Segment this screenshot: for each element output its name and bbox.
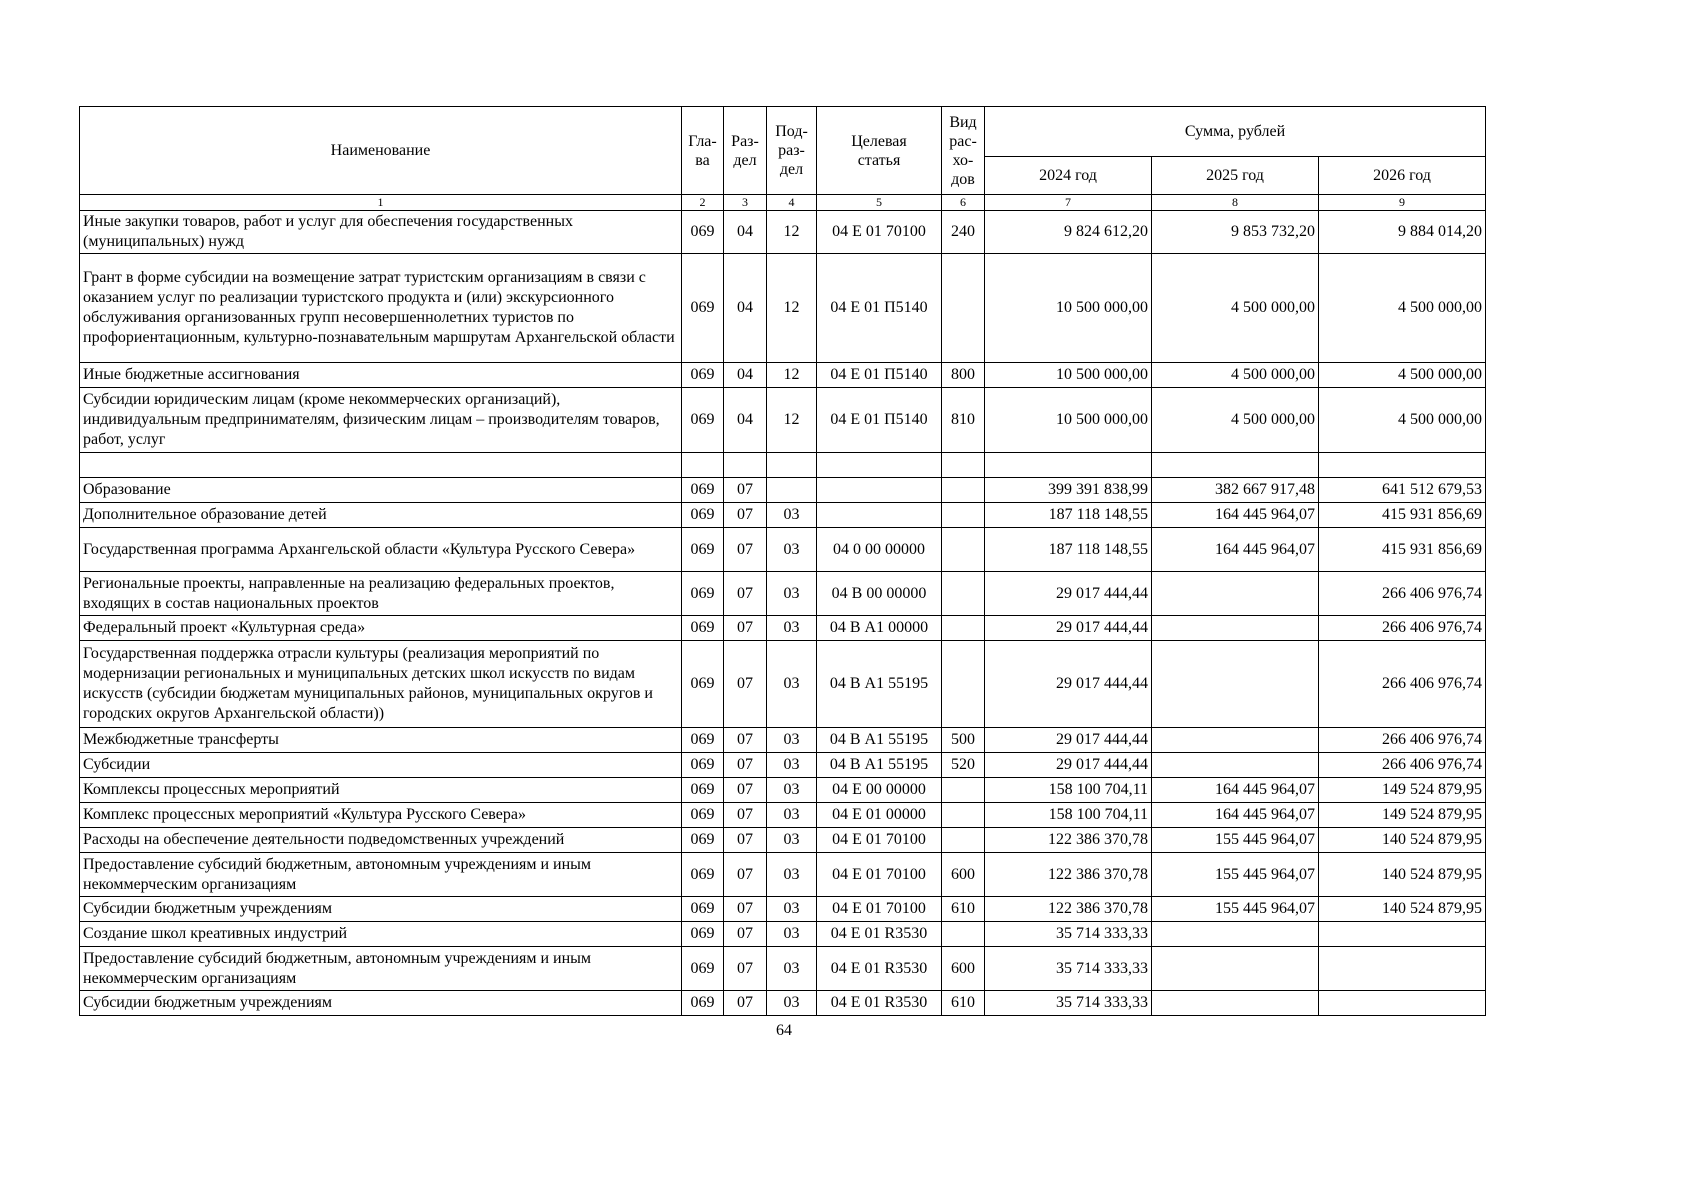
row-expense-type: 610 [942, 991, 985, 1016]
column-number: 2 [682, 195, 724, 211]
column-number: 6 [942, 195, 985, 211]
header-sum: Сумма, рублей [985, 107, 1486, 157]
row-sum-2026 [1319, 922, 1486, 947]
row-section: 04 [724, 211, 767, 254]
row-sum-2026: 140 524 879,95 [1319, 853, 1486, 897]
row-section: 07 [724, 478, 767, 503]
row-sum-2026: 266 406 976,74 [1319, 753, 1486, 778]
row-chapter: 069 [682, 363, 724, 388]
row-sum-2024: 35 714 333,33 [985, 922, 1152, 947]
row-target-article: 04 Е 01 R3530 [817, 991, 942, 1016]
row-chapter: 069 [682, 478, 724, 503]
column-number: 1 [80, 195, 682, 211]
row-subsection: 03 [767, 616, 817, 641]
row-sum-2026: 266 406 976,74 [1319, 616, 1486, 641]
row-section: 07 [724, 897, 767, 922]
row-sum-2024 [985, 453, 1152, 478]
header-year-2026: 2026 год [1319, 157, 1486, 195]
row-sum-2026: 140 524 879,95 [1319, 828, 1486, 853]
row-sum-2026 [1319, 453, 1486, 478]
row-name: Комплексы процессных мероприятий [80, 778, 682, 803]
row-subsection: 03 [767, 528, 817, 572]
row-sum-2025 [1152, 453, 1319, 478]
row-sum-2025 [1152, 753, 1319, 778]
row-chapter: 069 [682, 778, 724, 803]
row-sum-2024: 399 391 838,99 [985, 478, 1152, 503]
row-sum-2024: 29 017 444,44 [985, 641, 1152, 728]
row-sum-2024: 29 017 444,44 [985, 616, 1152, 641]
row-sum-2025: 155 445 964,07 [1152, 897, 1319, 922]
row-chapter: 069 [682, 947, 724, 991]
row-target-article: 04 Е 01 70100 [817, 897, 942, 922]
row-expense-type: 240 [942, 211, 985, 254]
row-expense-type [942, 528, 985, 572]
row-target-article: 04 0 00 00000 [817, 528, 942, 572]
row-sum-2024: 187 118 148,55 [985, 528, 1152, 572]
row-sum-2025 [1152, 991, 1319, 1016]
column-number: 3 [724, 195, 767, 211]
row-name: Расходы на обеспечение деятельности подведомственных учреждений [80, 828, 682, 853]
table-row [80, 254, 1486, 363]
row-sum-2026: 149 524 879,95 [1319, 778, 1486, 803]
row-expense-type: 610 [942, 897, 985, 922]
row-target-article: 04 Е 01 R3530 [817, 947, 942, 991]
row-subsection [767, 478, 817, 503]
row-sum-2024: 122 386 370,78 [985, 897, 1152, 922]
row-sum-2025: 164 445 964,07 [1152, 803, 1319, 828]
row-subsection: 03 [767, 753, 817, 778]
row-chapter: 069 [682, 991, 724, 1016]
row-chapter: 069 [682, 616, 724, 641]
row-chapter: 069 [682, 211, 724, 254]
row-chapter: 069 [682, 641, 724, 728]
table-row [80, 453, 1486, 478]
row-name: Образование [80, 478, 682, 503]
header-year-2025: 2025 год [1152, 157, 1319, 195]
row-sum-2026: 140 524 879,95 [1319, 897, 1486, 922]
row-section: 07 [724, 503, 767, 528]
header-year-2024: 2024 год [985, 157, 1152, 195]
row-section: 07 [724, 828, 767, 853]
row-subsection: 12 [767, 211, 817, 254]
row-sum-2026 [1319, 947, 1486, 991]
table-row [80, 753, 1486, 778]
row-sum-2026: 266 406 976,74 [1319, 572, 1486, 616]
row-sum-2024: 29 017 444,44 [985, 753, 1152, 778]
row-name: Создание школ креативных индустрий [80, 922, 682, 947]
row-chapter [682, 453, 724, 478]
row-target-article: 04 Е 01 П5140 [817, 363, 942, 388]
table-row [80, 211, 1486, 254]
column-number: 7 [985, 195, 1152, 211]
row-sum-2026: 4 500 000,00 [1319, 363, 1486, 388]
row-sum-2026: 9 884 014,20 [1319, 211, 1486, 254]
row-chapter: 069 [682, 572, 724, 616]
table-row [80, 388, 1486, 453]
row-sum-2024: 10 500 000,00 [985, 363, 1152, 388]
row-name: Субсидии юридическим лицам (кроме некоммерческих организаций), индивидуальным предпринимателям, физическим лицам – производителям товаров, работ, услуг [80, 388, 682, 453]
row-target-article: 04 Е 01 00000 [817, 803, 942, 828]
row-subsection: 03 [767, 503, 817, 528]
row-section: 07 [724, 753, 767, 778]
row-section: 07 [724, 641, 767, 728]
header-expense-type: Вид рас- хо- дов [942, 107, 985, 195]
row-expense-type [942, 572, 985, 616]
row-expense-type [942, 616, 985, 641]
row-section: 04 [724, 363, 767, 388]
row-expense-type [942, 641, 985, 728]
column-number: 4 [767, 195, 817, 211]
row-name: Предоставление субсидий бюджетным, автономным учреждениям и иным некоммерческим организациям [80, 853, 682, 897]
row-chapter: 069 [682, 254, 724, 363]
row-section: 07 [724, 803, 767, 828]
row-section: 07 [724, 991, 767, 1016]
row-target-article [817, 503, 942, 528]
row-name: Иные закупки товаров, работ и услуг для обеспечения государственных (муниципальных) нужд [80, 211, 682, 254]
row-chapter: 069 [682, 503, 724, 528]
row-section: 07 [724, 853, 767, 897]
row-sum-2024: 35 714 333,33 [985, 991, 1152, 1016]
row-subsection: 03 [767, 803, 817, 828]
row-subsection: 03 [767, 991, 817, 1016]
header-subsection: Под- раз- дел [767, 107, 817, 195]
row-sum-2025: 4 500 000,00 [1152, 363, 1319, 388]
row-sum-2026: 415 931 856,69 [1319, 503, 1486, 528]
row-name [80, 453, 682, 478]
row-chapter: 069 [682, 853, 724, 897]
row-target-article: 04 Е 00 00000 [817, 778, 942, 803]
row-subsection: 12 [767, 388, 817, 453]
row-sum-2024: 9 824 612,20 [985, 211, 1152, 254]
row-target-article: 04 В А1 55195 [817, 753, 942, 778]
row-expense-type [942, 453, 985, 478]
row-chapter: 069 [682, 922, 724, 947]
row-name: Межбюджетные трансферты [80, 728, 682, 753]
row-sum-2025: 382 667 917,48 [1152, 478, 1319, 503]
table-row [80, 528, 1486, 572]
row-sum-2025: 155 445 964,07 [1152, 853, 1319, 897]
column-number: 8 [1152, 195, 1319, 211]
row-subsection: 12 [767, 363, 817, 388]
row-sum-2025: 164 445 964,07 [1152, 778, 1319, 803]
row-sum-2025: 164 445 964,07 [1152, 503, 1319, 528]
table-body [80, 211, 1486, 1016]
row-sum-2024: 29 017 444,44 [985, 572, 1152, 616]
row-sum-2024: 158 100 704,11 [985, 778, 1152, 803]
header-chapter: Гла- ва [682, 107, 724, 195]
row-name: Субсидии [80, 753, 682, 778]
row-sum-2024: 10 500 000,00 [985, 388, 1152, 453]
row-expense-type: 520 [942, 753, 985, 778]
table-row [80, 828, 1486, 853]
row-name: Региональные проекты, направленные на реализацию федеральных проектов, входящих в состав национальных проектов [80, 572, 682, 616]
row-section: 07 [724, 728, 767, 753]
row-sum-2026: 641 512 679,53 [1319, 478, 1486, 503]
row-target-article: 04 Е 01 П5140 [817, 254, 942, 363]
table-row [80, 572, 1486, 616]
row-sum-2025: 164 445 964,07 [1152, 528, 1319, 572]
column-number: 5 [817, 195, 942, 211]
header-name: Наименование [80, 107, 682, 195]
row-target-article: 04 В 00 00000 [817, 572, 942, 616]
row-sum-2025 [1152, 947, 1319, 991]
row-subsection: 03 [767, 728, 817, 753]
row-sum-2024: 158 100 704,11 [985, 803, 1152, 828]
table-row [80, 922, 1486, 947]
row-name: Грант в форме субсидии на возмещение затрат туристским организациям в связи с оказанием услуг по реализации туристского продукта и (или) экскурсионного обслуживания организованных групп несовершеннолетних туристов по профориентационным, культурно-познавательным маршрутам Архангельской области [80, 254, 682, 363]
row-sum-2025: 155 445 964,07 [1152, 828, 1319, 853]
row-subsection: 03 [767, 572, 817, 616]
row-expense-type [942, 254, 985, 363]
column-number: 9 [1319, 195, 1486, 211]
row-sum-2025: 9 853 732,20 [1152, 211, 1319, 254]
row-name: Федеральный проект «Культурная среда» [80, 616, 682, 641]
table-row [80, 897, 1486, 922]
row-name: Государственная поддержка отрасли культуры (реализация мероприятий по модернизации региональных и муниципальных детских школ искусств по видам искусств (субсидии бюджетам муниципальных районов, муниципальных округов и городских округов Архангельской области)) [80, 641, 682, 728]
row-section: 07 [724, 616, 767, 641]
row-sum-2025: 4 500 000,00 [1152, 388, 1319, 453]
row-subsection [767, 453, 817, 478]
budget-table [79, 106, 1486, 1016]
table-row [80, 803, 1486, 828]
row-chapter: 069 [682, 388, 724, 453]
row-target-article: 04 Е 01 70100 [817, 211, 942, 254]
row-expense-type [942, 922, 985, 947]
table-row [80, 947, 1486, 991]
row-sum-2025 [1152, 641, 1319, 728]
header-target-article: Целевая статья [817, 107, 942, 195]
row-chapter: 069 [682, 753, 724, 778]
row-section [724, 453, 767, 478]
row-chapter: 069 [682, 803, 724, 828]
row-expense-type [942, 803, 985, 828]
row-sum-2025 [1152, 728, 1319, 753]
row-target-article: 04 Е 01 70100 [817, 828, 942, 853]
row-subsection: 03 [767, 897, 817, 922]
row-subsection: 03 [767, 778, 817, 803]
row-sum-2026: 266 406 976,74 [1319, 641, 1486, 728]
row-target-article: 04 Е 01 R3530 [817, 922, 942, 947]
row-subsection: 03 [767, 922, 817, 947]
row-sum-2026 [1319, 991, 1486, 1016]
row-target-article [817, 453, 942, 478]
row-sum-2024: 29 017 444,44 [985, 728, 1152, 753]
row-name: Субсидии бюджетным учреждениям [80, 991, 682, 1016]
row-sum-2026: 149 524 879,95 [1319, 803, 1486, 828]
row-subsection: 12 [767, 254, 817, 363]
row-target-article: 04 В А1 55195 [817, 728, 942, 753]
row-target-article: 04 В А1 55195 [817, 641, 942, 728]
row-expense-type [942, 828, 985, 853]
row-name: Иные бюджетные ассигнования [80, 363, 682, 388]
row-expense-type: 800 [942, 363, 985, 388]
row-sum-2024: 187 118 148,55 [985, 503, 1152, 528]
row-subsection: 03 [767, 641, 817, 728]
row-sum-2026: 4 500 000,00 [1319, 254, 1486, 363]
column-number-row [80, 195, 1486, 211]
header-section: Раз- дел [724, 107, 767, 195]
row-target-article: 04 Е 01 П5140 [817, 388, 942, 453]
row-name: Дополнительное образование детей [80, 503, 682, 528]
row-sum-2024: 10 500 000,00 [985, 254, 1152, 363]
row-sum-2026: 4 500 000,00 [1319, 388, 1486, 453]
row-sum-2026: 415 931 856,69 [1319, 528, 1486, 572]
row-name: Субсидии бюджетным учреждениям [80, 897, 682, 922]
table-row [80, 478, 1486, 503]
row-target-article: 04 Е 01 70100 [817, 853, 942, 897]
row-sum-2025 [1152, 922, 1319, 947]
table-row [80, 363, 1486, 388]
table-row [80, 728, 1486, 753]
row-expense-type: 600 [942, 947, 985, 991]
row-sum-2024: 35 714 333,33 [985, 947, 1152, 991]
table-row [80, 616, 1486, 641]
row-sum-2024: 122 386 370,78 [985, 853, 1152, 897]
row-subsection: 03 [767, 828, 817, 853]
row-name: Государственная программа Архангельской области «Культура Русского Севера» [80, 528, 682, 572]
table-row [80, 641, 1486, 728]
row-name: Предоставление субсидий бюджетным, автономным учреждениям и иным некоммерческим организациям [80, 947, 682, 991]
row-chapter: 069 [682, 528, 724, 572]
row-expense-type [942, 503, 985, 528]
row-expense-type [942, 478, 985, 503]
page-number: 64 [776, 1022, 792, 1039]
row-subsection: 03 [767, 947, 817, 991]
row-expense-type: 500 [942, 728, 985, 753]
row-sum-2025: 4 500 000,00 [1152, 254, 1319, 363]
row-section: 07 [724, 778, 767, 803]
row-section: 04 [724, 254, 767, 363]
table-row [80, 778, 1486, 803]
row-target-article [817, 478, 942, 503]
row-sum-2025 [1152, 616, 1319, 641]
table-row [80, 503, 1486, 528]
row-section: 07 [724, 528, 767, 572]
row-name: Комплекс процессных мероприятий «Культура Русского Севера» [80, 803, 682, 828]
row-expense-type: 600 [942, 853, 985, 897]
row-target-article: 04 В А1 00000 [817, 616, 942, 641]
table-row [80, 853, 1486, 897]
row-section: 07 [724, 572, 767, 616]
row-expense-type [942, 778, 985, 803]
row-chapter: 069 [682, 897, 724, 922]
row-chapter: 069 [682, 728, 724, 753]
row-subsection: 03 [767, 853, 817, 897]
row-sum-2026: 266 406 976,74 [1319, 728, 1486, 753]
table-row [80, 991, 1486, 1016]
row-expense-type: 810 [942, 388, 985, 453]
row-section: 07 [724, 947, 767, 991]
row-chapter: 069 [682, 828, 724, 853]
row-sum-2025 [1152, 572, 1319, 616]
row-section: 04 [724, 388, 767, 453]
row-sum-2024: 122 386 370,78 [985, 828, 1152, 853]
row-section: 07 [724, 922, 767, 947]
